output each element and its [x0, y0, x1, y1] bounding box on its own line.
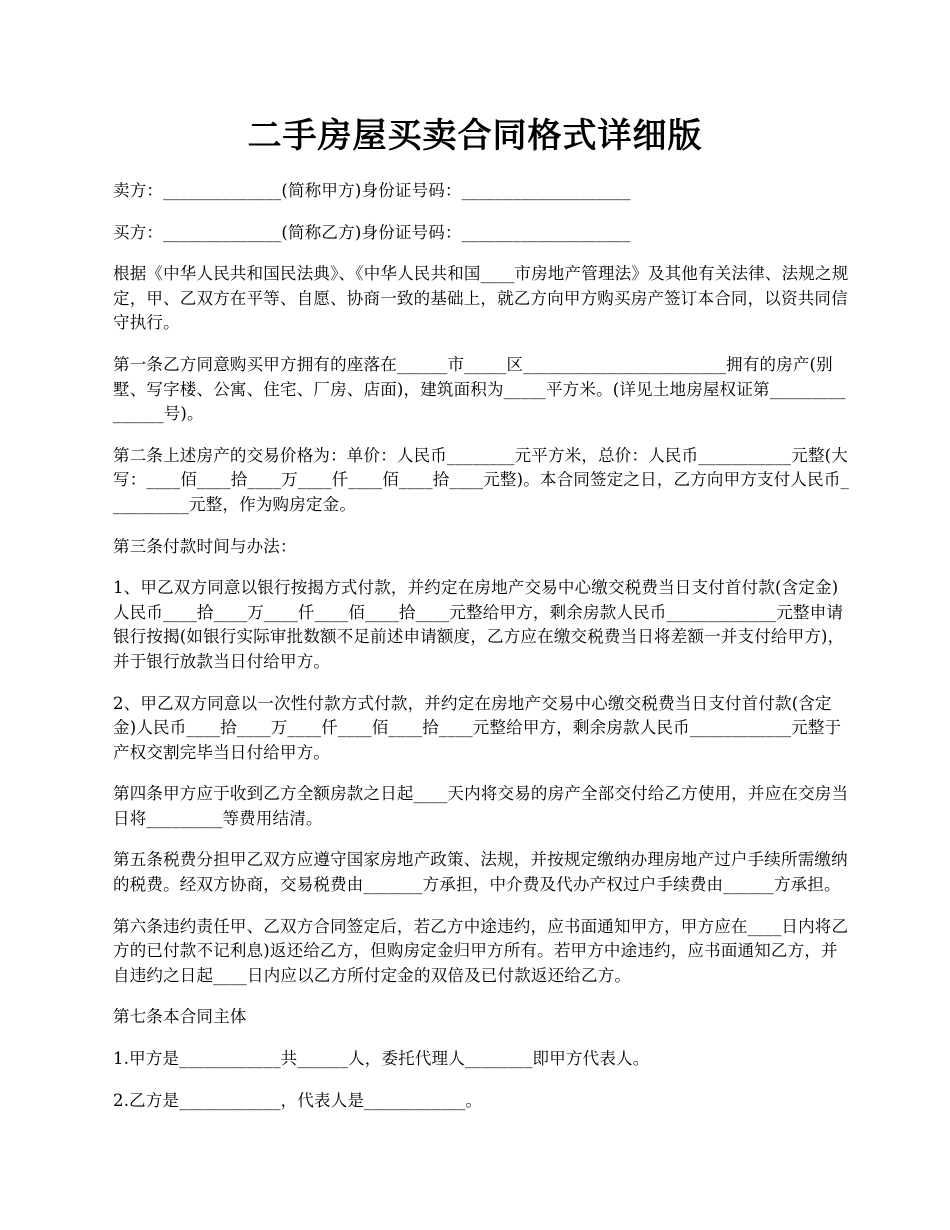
document-title: 二手房屋买卖合同格式详细版 [247, 116, 703, 156]
buyer-line: 买方：______________(简称乙方)身份证号码：____________________ [113, 222, 631, 242]
article-1-paragraph: 第一条乙方同意购买甲方拥有的座落在______市_____区________________________拥有的房产(别墅、写字楼、公寓、住宅、厂房、店面)，建筑面积为_____平方米。(详见土地房屋权证第_______________号)。 [113, 354, 846, 424]
article-3-item-1: 1、甲乙双方同意以银行按揭方式付款，并约定在房地产交易中心缴交税费当日支付首付款(含定金)人民币____拾____万____仟____佰____拾____元整给甲方，剩余房款人民币_____________元整申请银行按揭(如银行实际审批数额不足前述申请额度，乙方应在缴交税费当日将差额一并支付给甲方)，并于银行放款当日付给甲方。 [113, 578, 845, 671]
article-4-paragraph: 第四条甲方应于收到乙方全额房款之日起____天内将交易的房产全部交付给乙方使用，并应在交房当日将_________等费用结清。 [113, 784, 849, 828]
article-7-item-1: 1.甲方是____________共______人，委托代理人________即甲方代表人。 [113, 1049, 650, 1069]
article-3-item-2: 2、甲乙双方同意以一次性付款方式付款，并约定在房地产交易中心缴交税费当日支付首付款(含定金)人民币____拾____万____仟____佰____拾____元整给甲方，剩余房款人民币____________元整于产权交割完毕当日付给甲方。 [113, 693, 842, 762]
preamble-paragraph: 根据《中华人民共和国民法典》、《中华人民共和国____市房地产管理法》及其他有关法律、法规之规定，甲、乙双方在平等、自愿、协商一致的基础上，就乙方向甲方购买房产签订本合同，以资共同信守执行。 [113, 264, 849, 333]
article-7-heading: 第七条本合同主体 [113, 1007, 247, 1027]
article-6-paragraph: 第六条违约责任甲、乙双方合同签定后，若乙方中途违约，应书面通知甲方，甲方应在____日内将乙方的已付款不记利息)返还给乙方，但购房定金归甲方所有。若甲方中途违约，应书面通知乙方，并自违约之日起____日内应以乙方所付定金的双倍及已付款返还给乙方。 [113, 916, 849, 985]
document-body [113, 179, 853, 1130]
article-3-heading: 第三条付款时间与办法： [113, 536, 297, 556]
article-7-item-2: 2.乙方是____________，代表人是____________。 [113, 1090, 483, 1110]
seller-line: 卖方：______________(简称甲方)身份证号码：____________________ [113, 181, 631, 200]
article-2-paragraph: 第二条上述房产的交易价格为：单价：人民币________元平方米，总价：人民币___________元整(大写：____佰____拾____万____仟____佰____拾____元整)。本合同签定之日，乙方向甲方支付人民币__________元整，作为购房定金。 [113, 445, 849, 514]
article-5-paragraph: 第五条税费分担甲乙双方应遵守国家房地产政策、法规，并按规定缴纳办理房地产过户手续所需缴纳的税费。经双方协商，交易税费由_______方承担，中介费及代办产权过户手续费由______方承担。 [113, 850, 848, 895]
